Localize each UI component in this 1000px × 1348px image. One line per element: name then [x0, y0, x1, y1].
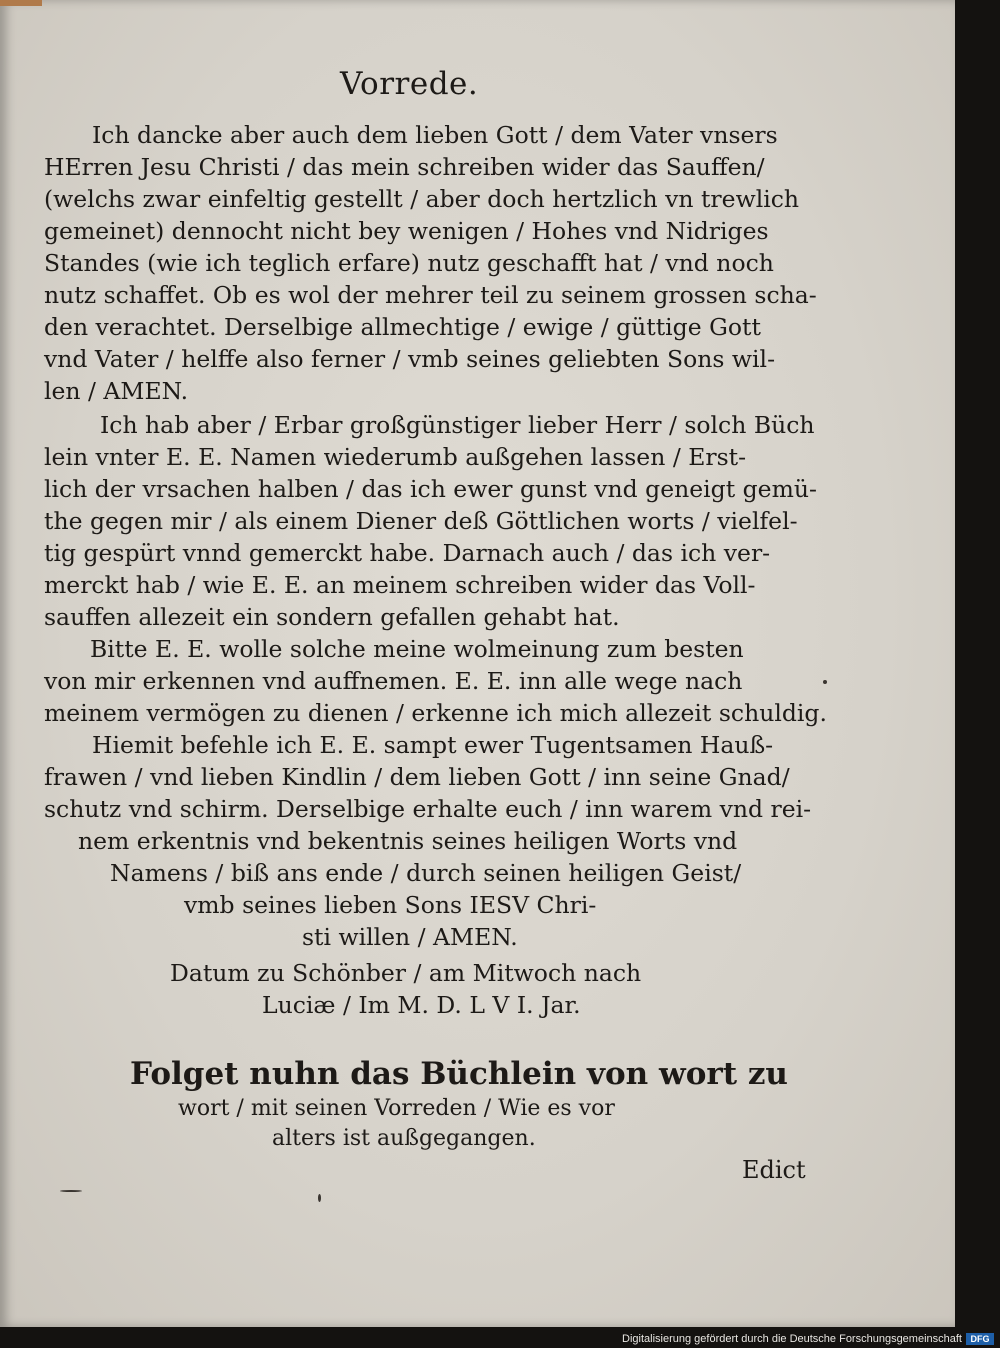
body-line: den verachtet. Derselbige allmechtige / ewige / güttige Gott	[44, 313, 761, 341]
body-line: meinem vermögen zu dienen / erkenne ich mich allezeit schuldig.	[44, 699, 827, 727]
footer-credit: Digitalisierung gefördert durch die Deutsche Forschungsgemeinschaft	[622, 1333, 962, 1345]
body-line: Standes (wie ich teglich erfare) nutz geschafft hat / vnd noch	[44, 249, 774, 277]
body-line: len / AMEN.	[44, 377, 189, 405]
date-line: Datum zu Schönber / am Mitwoch nach	[170, 959, 642, 987]
running-head: Vorrede.	[340, 66, 479, 102]
body-line: the gegen mir / als einem Diener deß Göttlichen worts / vielfel-	[44, 507, 798, 535]
body-line: merckt hab / wie E. E. an meinem schreiben wider das Voll-	[44, 571, 756, 599]
dfg-logo: DFG	[966, 1333, 994, 1345]
date-line: Luciæ / Im M. D. L V I. Jar.	[262, 991, 581, 1019]
body-line: frawen / vnd lieben Kindlin / dem lieben Gott / inn seine Gnad/	[44, 763, 790, 791]
body-line: lich der vrsachen halben / das ich ewer gunst vnd geneigt gemü-	[44, 475, 817, 503]
body-line: schutz vnd schirm. Derselbige erhalte euch / inn warem vnd rei-	[44, 795, 812, 823]
body-line: gemeinet) dennocht nicht bey wenigen / Hohes vnd Nidriges	[44, 217, 769, 245]
body-line: vnd Vater / helffe also ferner / vmb seines geliebten Sons wil-	[44, 345, 776, 373]
ink-speck	[823, 680, 827, 684]
section-heading: alters ist außgegangen.	[272, 1126, 536, 1151]
body-line: HErren Jesu Christi / das mein schreiben wider das Sauffen/	[44, 153, 765, 181]
body-line: Hiemit befehle ich E. E. sampt ewer Tugentsamen Hauß-	[92, 731, 774, 759]
body-line: sti willen / AMEN.	[302, 923, 518, 951]
catchword: Edict	[742, 1156, 806, 1184]
page-edge-tab	[0, 0, 42, 6]
body-line: Ich dancke aber auch dem lieben Gott / dem Vater vnsers	[92, 121, 778, 149]
body-line: lein vnter E. E. Namen wiederumb außgehen lassen / Erst-	[44, 443, 747, 471]
section-heading: wort / mit seinen Vorreden / Wie es vor	[178, 1096, 615, 1121]
body-line: von mir erkennen vnd auffnemen. E. E. inn alle wege nach	[44, 667, 743, 695]
ink-speck	[60, 1190, 82, 1192]
body-line: nutz schaffet. Ob es wol der mehrer teil zu seinem grossen scha-	[44, 281, 817, 309]
section-heading: Folget nuhn das Büchlein von wort zu	[130, 1056, 788, 1092]
ink-speck	[318, 1194, 321, 1202]
body-line: tig gespürt vnnd gemerckt habe. Darnach auch / das ich ver-	[44, 539, 771, 567]
body-line: (welchs zwar einfeltig gestellt / aber doch hertzlich vn trewlich	[44, 185, 800, 213]
body-line: nem erkentnis vnd bekentnis seines heiligen Worts vnd	[78, 827, 738, 855]
body-line: Namens / biß ans ende / durch seinen heiligen Geist/	[110, 859, 742, 887]
body-line: vmb seines lieben Sons IESV Chri-	[184, 891, 597, 919]
body-line: sauffen allezeit ein sondern gefallen gehabt hat.	[44, 603, 620, 631]
body-line: Ich hab aber / Erbar großgünstiger lieber Herr / solch Büch	[100, 411, 815, 439]
body-line: Bitte E. E. wolle solche meine wolmeinung zum besten	[90, 635, 744, 663]
